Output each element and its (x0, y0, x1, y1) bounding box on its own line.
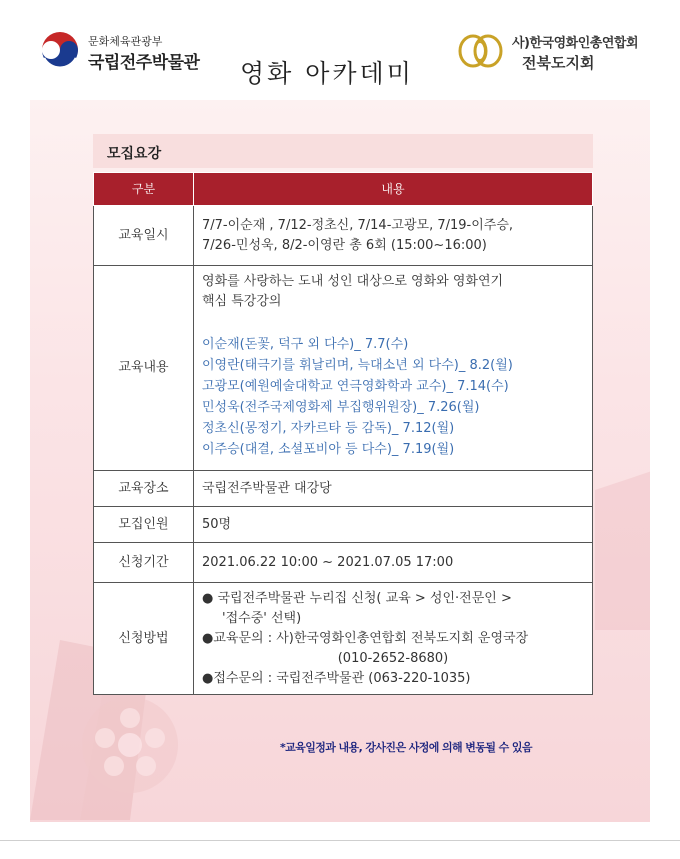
film-rings-icon (458, 34, 506, 68)
header-category: 구분 (94, 173, 194, 206)
table-row (94, 507, 593, 543)
table-header-row (94, 173, 593, 206)
row-label: 모집인원 (94, 507, 194, 543)
lecture-item: 이영란(태극기를 휘날리며, 늑대소년 외 다수)_ 8.2(월) (202, 358, 513, 373)
method-line: ●교육문의 : 사)한국영화인총연합회 전북도지회 운영국장 (202, 630, 529, 646)
schedule-cell (194, 206, 593, 266)
museum-logo (40, 30, 240, 82)
association-branch: 전북도지회 (522, 54, 595, 72)
method-line: ●접수문의 : 국립전주박물관 (063-220-1035) (202, 670, 471, 686)
association-logo (458, 30, 648, 80)
method-line: ● 국립전주박물관 누리집 신청( 교육 > 성인·전문인 > (202, 590, 512, 606)
table-row (94, 543, 593, 583)
schedule-line: 7/7-이순재 , 7/12-정초신, 7/14-고광모, 7/19-이주승, (202, 217, 514, 233)
clapperboard-decoration (585, 430, 650, 630)
quota-value: 50명 (194, 507, 593, 543)
lecture-item: 이주승(대결, 소셜포비아 등 다수)_ 7.19(월) (202, 442, 455, 457)
schedule-line: 7/26-민성욱, 8/2-이영란 총 6회 (15:00~16:00) (202, 237, 487, 253)
disclaimer-note: *교육일정과 내용, 강사진은 사정에 의해 변동될 수 있음 (280, 741, 532, 754)
row-label: 교육내용 (94, 266, 194, 471)
section-header (93, 134, 593, 168)
method-cell (194, 583, 593, 695)
row-label: 신청방법 (94, 583, 194, 695)
table-row (94, 471, 593, 507)
method-line: (010-2652-8680) (337, 650, 449, 666)
lecture-item: 정초신(몽정기, 자카르타 등 감독)_ 7.12(월) (202, 421, 455, 436)
ministry-name: 문화체육관광부 (88, 35, 163, 48)
content-cell (194, 266, 593, 471)
association-name: 사)한국영화인총연합회 (512, 36, 639, 51)
table-row (94, 583, 593, 695)
section-title: 모집요강 (107, 146, 162, 162)
lecture-item: 고광모(예원예술대학교 연극영화학과 교수)_ 7.14(수) (202, 379, 509, 394)
lecture-item: 이순재(돈꽃, 덕구 외 다수)_ 7.7(수) (202, 337, 409, 352)
lecture-item: 민성욱(전주국제영화제 부집행위원장)_ 7.26(월) (202, 400, 480, 415)
period-value: 2021.06.22 10:00 ~ 2021.07.05 17:00 (194, 543, 593, 583)
header-content: 내용 (194, 173, 593, 206)
recruitment-table (93, 172, 593, 695)
row-label: 교육장소 (94, 471, 194, 507)
museum-name: 국립전주박물관 (88, 53, 200, 73)
method-line: '접수중' 선택) (222, 610, 302, 626)
page-header (0, 0, 680, 100)
page-title: 영화 아카데미 (240, 59, 414, 88)
intro-line: 영화를 사랑하는 도내 성인 대상으로 영화와 영화연기 (202, 274, 504, 289)
row-label: 신청기간 (94, 543, 194, 583)
bottom-divider (0, 840, 680, 841)
table-row (94, 266, 593, 471)
taegeuk-icon (40, 30, 80, 74)
intro-line: 핵심 특강강의 (202, 294, 282, 309)
table-row (94, 206, 593, 266)
place-value: 국립전주박물관 대강당 (194, 471, 593, 507)
row-label: 교육일시 (94, 206, 194, 266)
